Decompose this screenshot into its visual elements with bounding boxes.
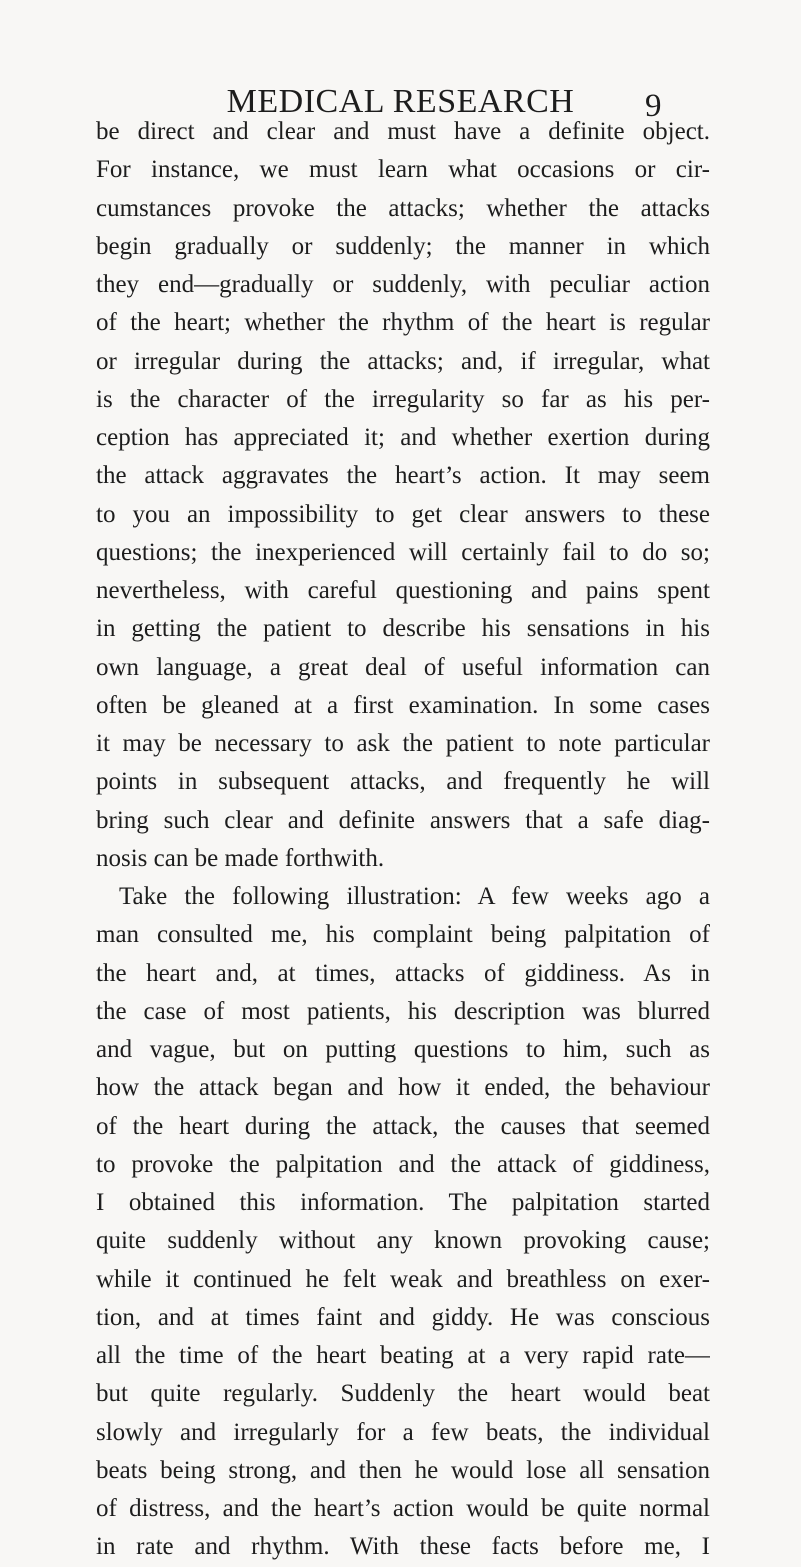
text-line: how the attack began and how it ended, the behaviour — [96, 1074, 710, 1102]
text-line: is the character of the irregularity so far as his per- — [96, 385, 710, 413]
text-line: of the heart during the attack, the causes that seemed — [96, 1112, 710, 1140]
text-line: or irregular during the attacks; and, if irregular, what — [96, 347, 710, 375]
text-line: bring such clear and definite answers that a safe diag- — [96, 806, 710, 834]
running-title: MEDICAL RESEARCH — [226, 83, 575, 120]
text-line: the case of most patients, his description was blurred — [96, 997, 710, 1025]
text-line: the attack aggravates the heart’s action. It may seem — [96, 462, 710, 490]
page-number: 9 — [645, 88, 662, 124]
text-line: man consulted me, his complaint being palpitation of — [96, 921, 710, 949]
text-line: often be gleaned at a first examination. In some cases — [96, 691, 710, 719]
text-line: they end—gradually or suddenly, with peculiar action — [96, 271, 710, 298]
text-line: in getting the patient to describe his sensations in his — [96, 615, 710, 643]
text-line: be direct and clear and must have a definite object. — [96, 118, 710, 145]
body-text — [96, 113, 710, 1567]
text-line: of distress, and the heart’s action would be quite normal — [96, 1495, 710, 1522]
text-line: but quite regularly. Suddenly the heart would beat — [96, 1380, 710, 1408]
paragraph-end-line: nosis can be made forthwith. — [96, 844, 385, 872]
text-line: all the time of the heart beating at a very rapid rate— — [96, 1342, 710, 1369]
text-line: I obtained this information. The palpitation started — [96, 1189, 710, 1216]
text-line: cumstances provoke the attacks; whether the attacks — [96, 194, 710, 222]
text-line: For instance, we must learn what occasions or cir- — [96, 156, 710, 184]
text-line: in rate and rhythm. With these facts before me, I — [96, 1533, 710, 1561]
text-line: own language, a great deal of useful information can — [96, 653, 710, 681]
text-line: questions; the inexperienced will certainly fail to do so; — [96, 538, 710, 566]
text-line: ception has appreciated it; and whether exertion during — [96, 424, 710, 451]
text-line: the heart and, at times, attacks of giddiness. As in — [96, 959, 710, 987]
text-line: beats being strong, and then he would lose all sensation — [96, 1456, 710, 1484]
text-line: slowly and irregularly for a few beats, the individual — [96, 1418, 710, 1446]
paragraph-start-line: Take the following illustration: A few weeks ago a — [119, 883, 710, 910]
text-line: nevertheless, with careful questioning and pains spent — [96, 577, 710, 604]
text-line: and vague, but on putting questions to him, such as — [96, 1036, 710, 1063]
text-line: begin gradually or suddenly; the manner in which — [96, 232, 710, 260]
text-line: quite suddenly without any known provoking cause; — [96, 1227, 710, 1255]
text-line: it may be necessary to ask the patient to note particular — [96, 730, 710, 757]
text-line: while it continued he felt weak and breathless on exer- — [96, 1265, 710, 1293]
text-line: tion, and at times faint and giddy. He was conscious — [96, 1303, 710, 1331]
text-line: to you an impossibility to get clear answers to these — [96, 500, 710, 528]
text-line: to provoke the palpitation and the attack of giddiness, — [96, 1150, 710, 1178]
text-line: points in subsequent attacks, and frequently he will — [96, 768, 710, 796]
text-line: of the heart; whether the rhythm of the heart is regular — [96, 309, 710, 337]
